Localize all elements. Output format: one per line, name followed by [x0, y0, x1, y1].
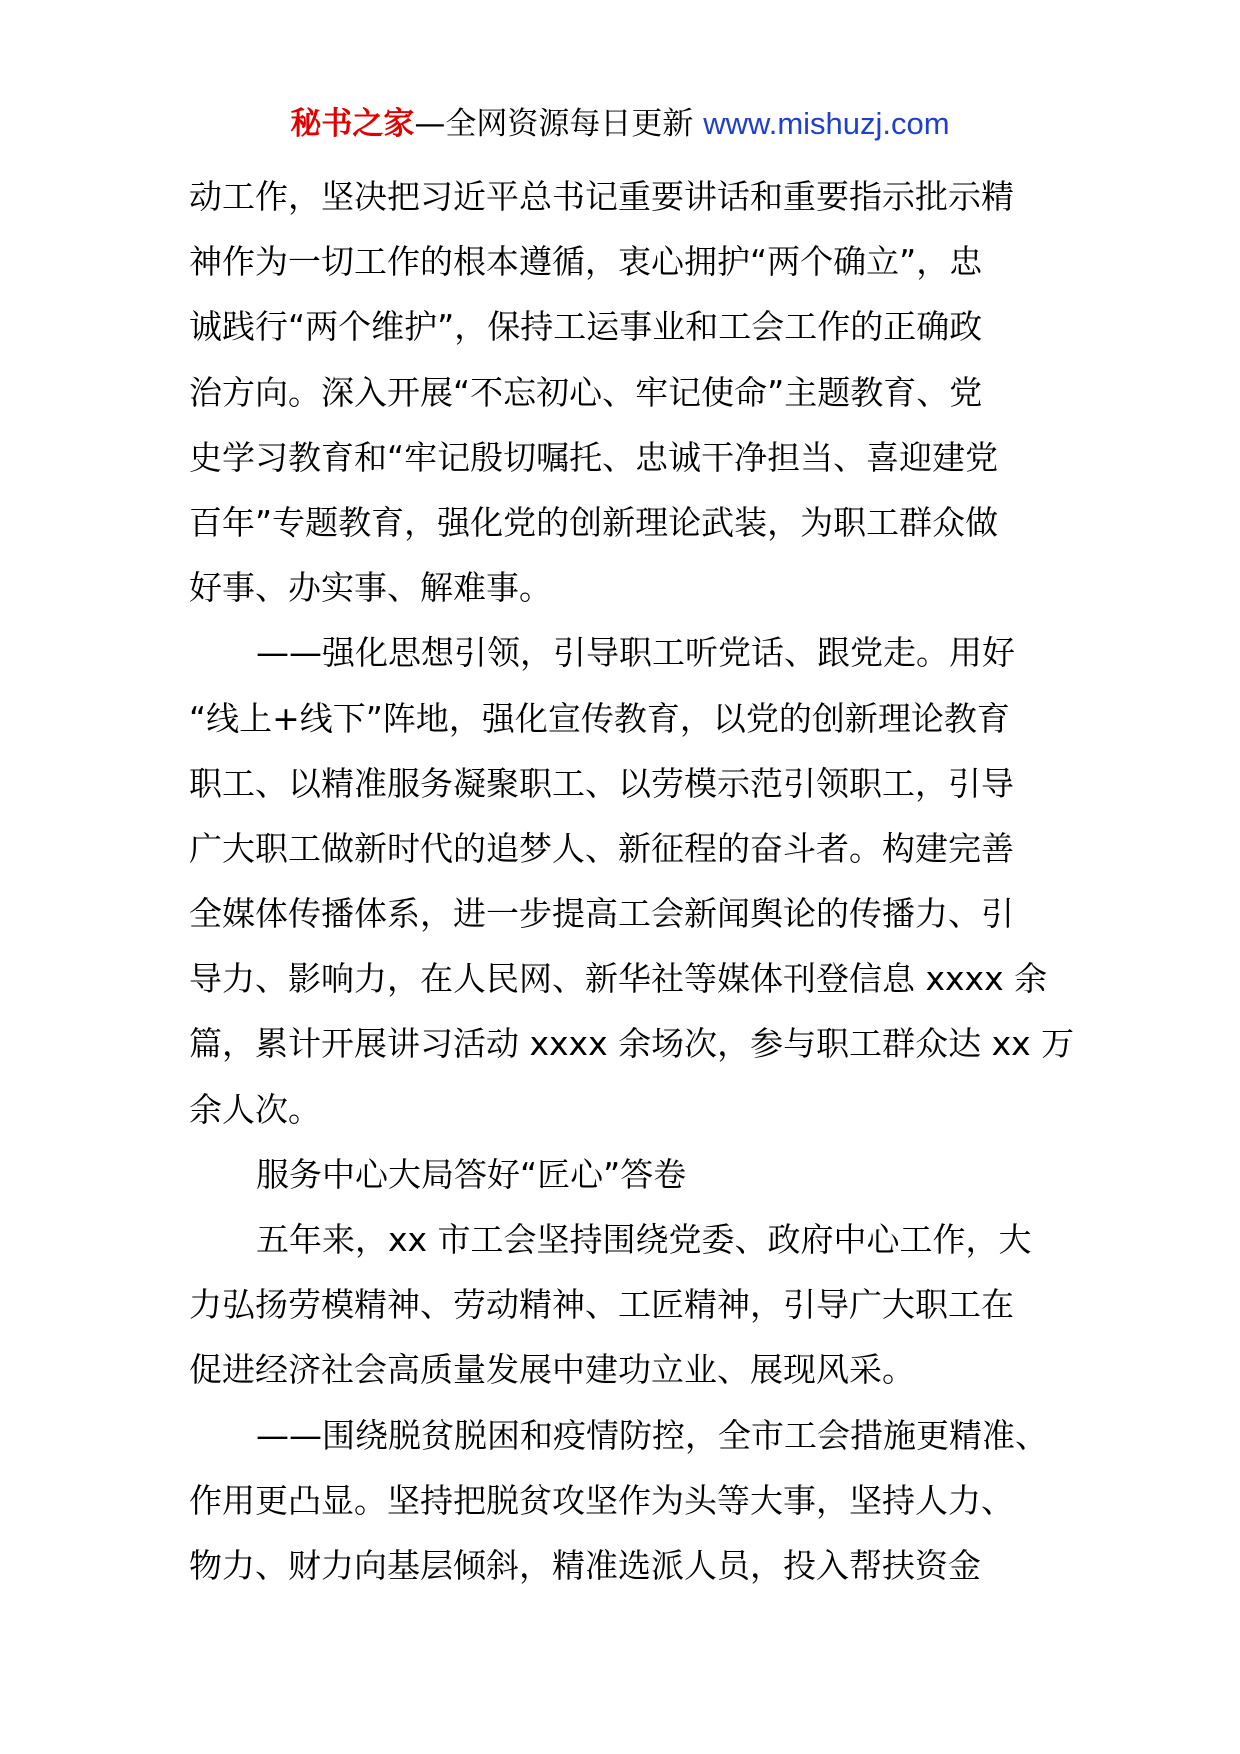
text-line: 职工、以精准服务凝聚职工、以劳模示范引领职工，引导 [189, 763, 1014, 803]
text-line: 治方向。深入开展“不忘初心、牢记使命”主题教育、党 [189, 372, 983, 412]
text-line: 余人次。 [189, 1089, 321, 1129]
paragraph-start-line: ——围绕脱贫脱困和疫情防控，全市工会措施更精准、 [256, 1415, 1048, 1455]
text-line: 广大职工做新时代的追梦人、新征程的奋斗者。构建完善 [189, 828, 1014, 868]
text-line: 篇，累计开展讲习活动 xxxx 余场次，参与职工群众达 xx 万 [189, 1024, 1075, 1064]
site-header [0, 100, 1240, 148]
text-line: 物力、财力向基层倾斜，精准选派人员，投入帮扶资金 [189, 1545, 981, 1585]
text-line: 作用更凸显。坚持把脱贫攻坚作为头等大事，坚持人力、 [189, 1480, 1014, 1520]
text-line: 动工作，坚决把习近平总书记重要讲话和重要指示批示精 [189, 177, 1014, 216]
text-line: 导力、影响力，在人民网、新华社等媒体刊登信息 xxxx 余 [189, 959, 1048, 999]
text-line: 好事、办实事、解难事。 [189, 568, 552, 608]
section-heading: 服务中心大局答好“匠心”答卷 [256, 1154, 687, 1194]
text-line: 全媒体传播体系，进一步提高工会新闻舆论的传播力、引 [189, 894, 1014, 934]
text-line: 神作为一切工作的根本遵循，衷心拥护“两个确立”，忠 [189, 242, 983, 282]
site-url-link[interactable]: www.mishuzj.com [703, 106, 950, 141]
text-line: 百年”专题教育，强化党的创新理论武装，为职工群众做 [189, 502, 999, 542]
paragraph-start-line: 五年来，xx 市工会坚持围绕党委、政府中心工作，大 [256, 1220, 1032, 1259]
text-line: 促进经济社会高质量发展中建功立业、展现风采。 [189, 1350, 915, 1390]
text-line: 史学习教育和“牢记殷切嘱托、忠诚干净担当、喜迎建党 [189, 437, 999, 477]
text-line: “线上+线下”阵地，强化宣传教育，以党的创新理论教育 [189, 698, 1010, 738]
brand-name: 秘书之家 [290, 106, 415, 142]
header-tagline: —全网资源每日更新 [414, 106, 704, 142]
text-line: 诚践行“两个维护”，保持工运事业和工会工作的正确政 [189, 307, 983, 347]
text-line: 力弘扬劳模精神、劳动精神、工匠精神，引导广大职工在 [189, 1285, 1014, 1325]
paragraph-start-line: ——强化思想引领，引导职工听党话、跟党走。用好 [256, 633, 1015, 673]
document-body [189, 164, 1075, 1598]
